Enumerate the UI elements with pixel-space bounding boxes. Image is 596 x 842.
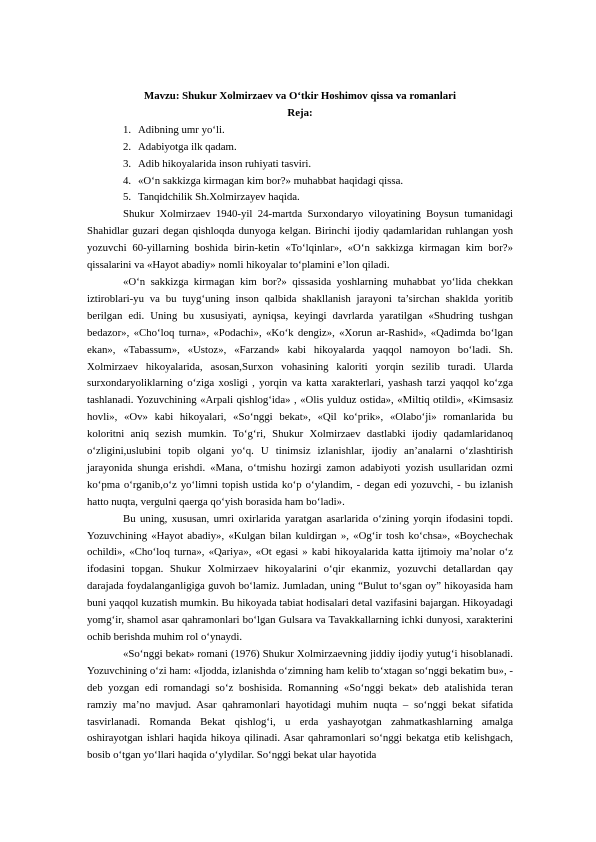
plan-item-text: «O‘n sakkizga kirmagan kim bor?» muhabbat haqidagi qissa. <box>138 174 404 187</box>
plan-heading: Reja: <box>287 106 313 119</box>
plan-item <box>123 173 513 190</box>
plan-item <box>123 122 513 139</box>
plan-item-number: 3. <box>123 157 132 170</box>
plan-item-number: 5. <box>123 191 132 204</box>
document-title: Mavzu: Shukur Xolmirzaev va O‘tkir Hoshimov qissa va romanlari <box>144 90 456 102</box>
paragraph-biography: Shukur Xolmirzaev 1940-yil 24-martda Surxondaryo viloyatining Boysun tumanidagi Shahidlar guzari degan qishloqda dunyoga kelgan. Birinchi ijodiy qadamlaridan ruhlangan yosh yozuvchi 60-yillarning boshida birin-ketin «To‘lqinlar», «O‘n sakkizga kirmagan kim bor?» qissalarini va «Hayot abadiy» nomli hikoyalar to‘plamini e’lon qiladi. <box>87 208 513 272</box>
plan-item <box>123 156 513 173</box>
plan-item-text: Tanqidchilik Sh.Xolmirzayev haqida. <box>138 191 300 204</box>
document-page <box>87 88 513 764</box>
plan-item-number: 2. <box>123 140 132 153</box>
plan-item <box>123 139 513 156</box>
plan-item-number: 1. <box>123 123 132 136</box>
plan-item-text: Adib hikoyalarida inson ruhiyati tasviri. <box>138 157 312 170</box>
paragraph-stories: «O‘n sakkizga kirmagan kim bor?» qissasida yoshlarning muhabbat yo‘lida chekkan iztiroblari-yu va bu tuyg‘uning inson qalbida shakllanish jarayoni ta’sirchan shaklda yoritib berilgan edi. Uning bu xususiyati, ayniqsa, keyingi davrlarda yaratilgan «Shudring tushgan bedazor», «Cho‘loq turna», «Podachi», «Ko‘k dengiz», «Xorun ar-Rashid», «Qadimda bo‘lgan ekan», «Tabassum», «Ustoz», «Farzand» kabi hikoyalarda yaqqol namoyon bo‘ladi. Sh. Xolmirzaev hikoyalarida, asosan,Surxon vohasining kaloriti yorqin sezilib turadi. Ularda surxondaryoliklarning o‘ziga xosligi , yorqin va katta xarakterlari, yashash tarzi yaqqol ko‘zga tashlanadi. Yozuvchining «Arpali qishlog‘ida» , «Olis yulduz ostida», «Miltiq otildi», «Kimsasiz hovli», «Ov» kabi hikoyalari, «So‘nggi bekat», «Qil ko‘prik», «Olabo‘ji» romanlarida bu koloritni aniq sezish mumkin. To‘g‘ri, Shukur Xolmirzaev dastlabki ijodiy qadamlaridanoq o‘zligini,uslubini topib olgani yo‘q. U tinimsiz izlanishlar, ijodiy an’analarni o‘zlashtirish jarayonida shunga erishdi. «Mana, o‘tmishu hozirgi zamon adabiyoti yozish usullaridan ozmi ko‘pma o‘rganib,o‘z yo‘limni topish ustida ko‘p o‘ylandim, - degan edi yozuvchi, - bu izlanish hatto nuqta, vergulni qaerga qo‘yish borasida ham bo‘ladi». <box>87 275 513 508</box>
paragraph-late-works: Bu uning, xususan, umri oxirlarida yaratgan asarlarida o‘zining yorqin ifodasini topdi. Yozuvchining «Hayot abadiy», «Kulgan bilan kuldirgan », «Og‘ir tosh ko‘chsa», «Boychechak ochildi», «Cho‘loq turna», «Qariya», «Ot egasi » kabi hikoyalarida katta ijtimoiy ma’nolar o‘z ifodasini topgan. Shukur Xolmirzaev hikoyalarini o‘qir ekanmiz, yozuvchi detallardan qay darajada foydalanganligiga guvoh bo‘lamiz. Jumladan, uning “Bulut to‘sgan oy” hikoyasida ham buni yaqqol kuzatish mumkin. Bu hikoyada tabiat hodisalari detal vazifasini bajargan. Hikoyadagi yomg‘ir, shamol asar qahramonlari bo‘lgan Gulsara va Tavakkallarning ichki dunyosi, xarakterini ochib berishda muhim rol o‘ynaydi. <box>87 512 513 643</box>
plan-item <box>123 189 513 206</box>
plan-item-text: Adabiyotga ilk qadam. <box>138 140 237 153</box>
paragraph-novel: «So‘nggi bekat» romani (1976) Shukur Xolmirzaevning jiddiy ijodiy yutug‘i hisoblanadi. Yozuvchining o‘zi ham: «Ijodda, izlanishda o‘zimning ham kelib to‘xtagan so‘nggi bekatim bu», - deb yozgan edi romandagi so‘z boshisida. Romanning «So‘nggi bekat» deb atalishida teran ramziy ma’no mavjud. Asar qahramonlari hayotidagi muhim nuqta – so‘nggi bekat sifatida tasvirlanadi. Romanda Bekat qishlog‘i, u erda yashayotgan zahmatkashlarning amalga oshirayotgan ishlari haqida hikoya qilinadi. Asar qahramonlari so‘nggi bekatga etib kelishgach, bosib o‘tgan yo‘llari haqida o‘ylydilar. So‘nggi bekat ular hayotida <box>87 647 513 762</box>
plan-item-number: 4. <box>123 174 132 187</box>
plan-item-text: Adibning umr yo‘li. <box>138 123 225 136</box>
plan-list <box>87 122 513 207</box>
